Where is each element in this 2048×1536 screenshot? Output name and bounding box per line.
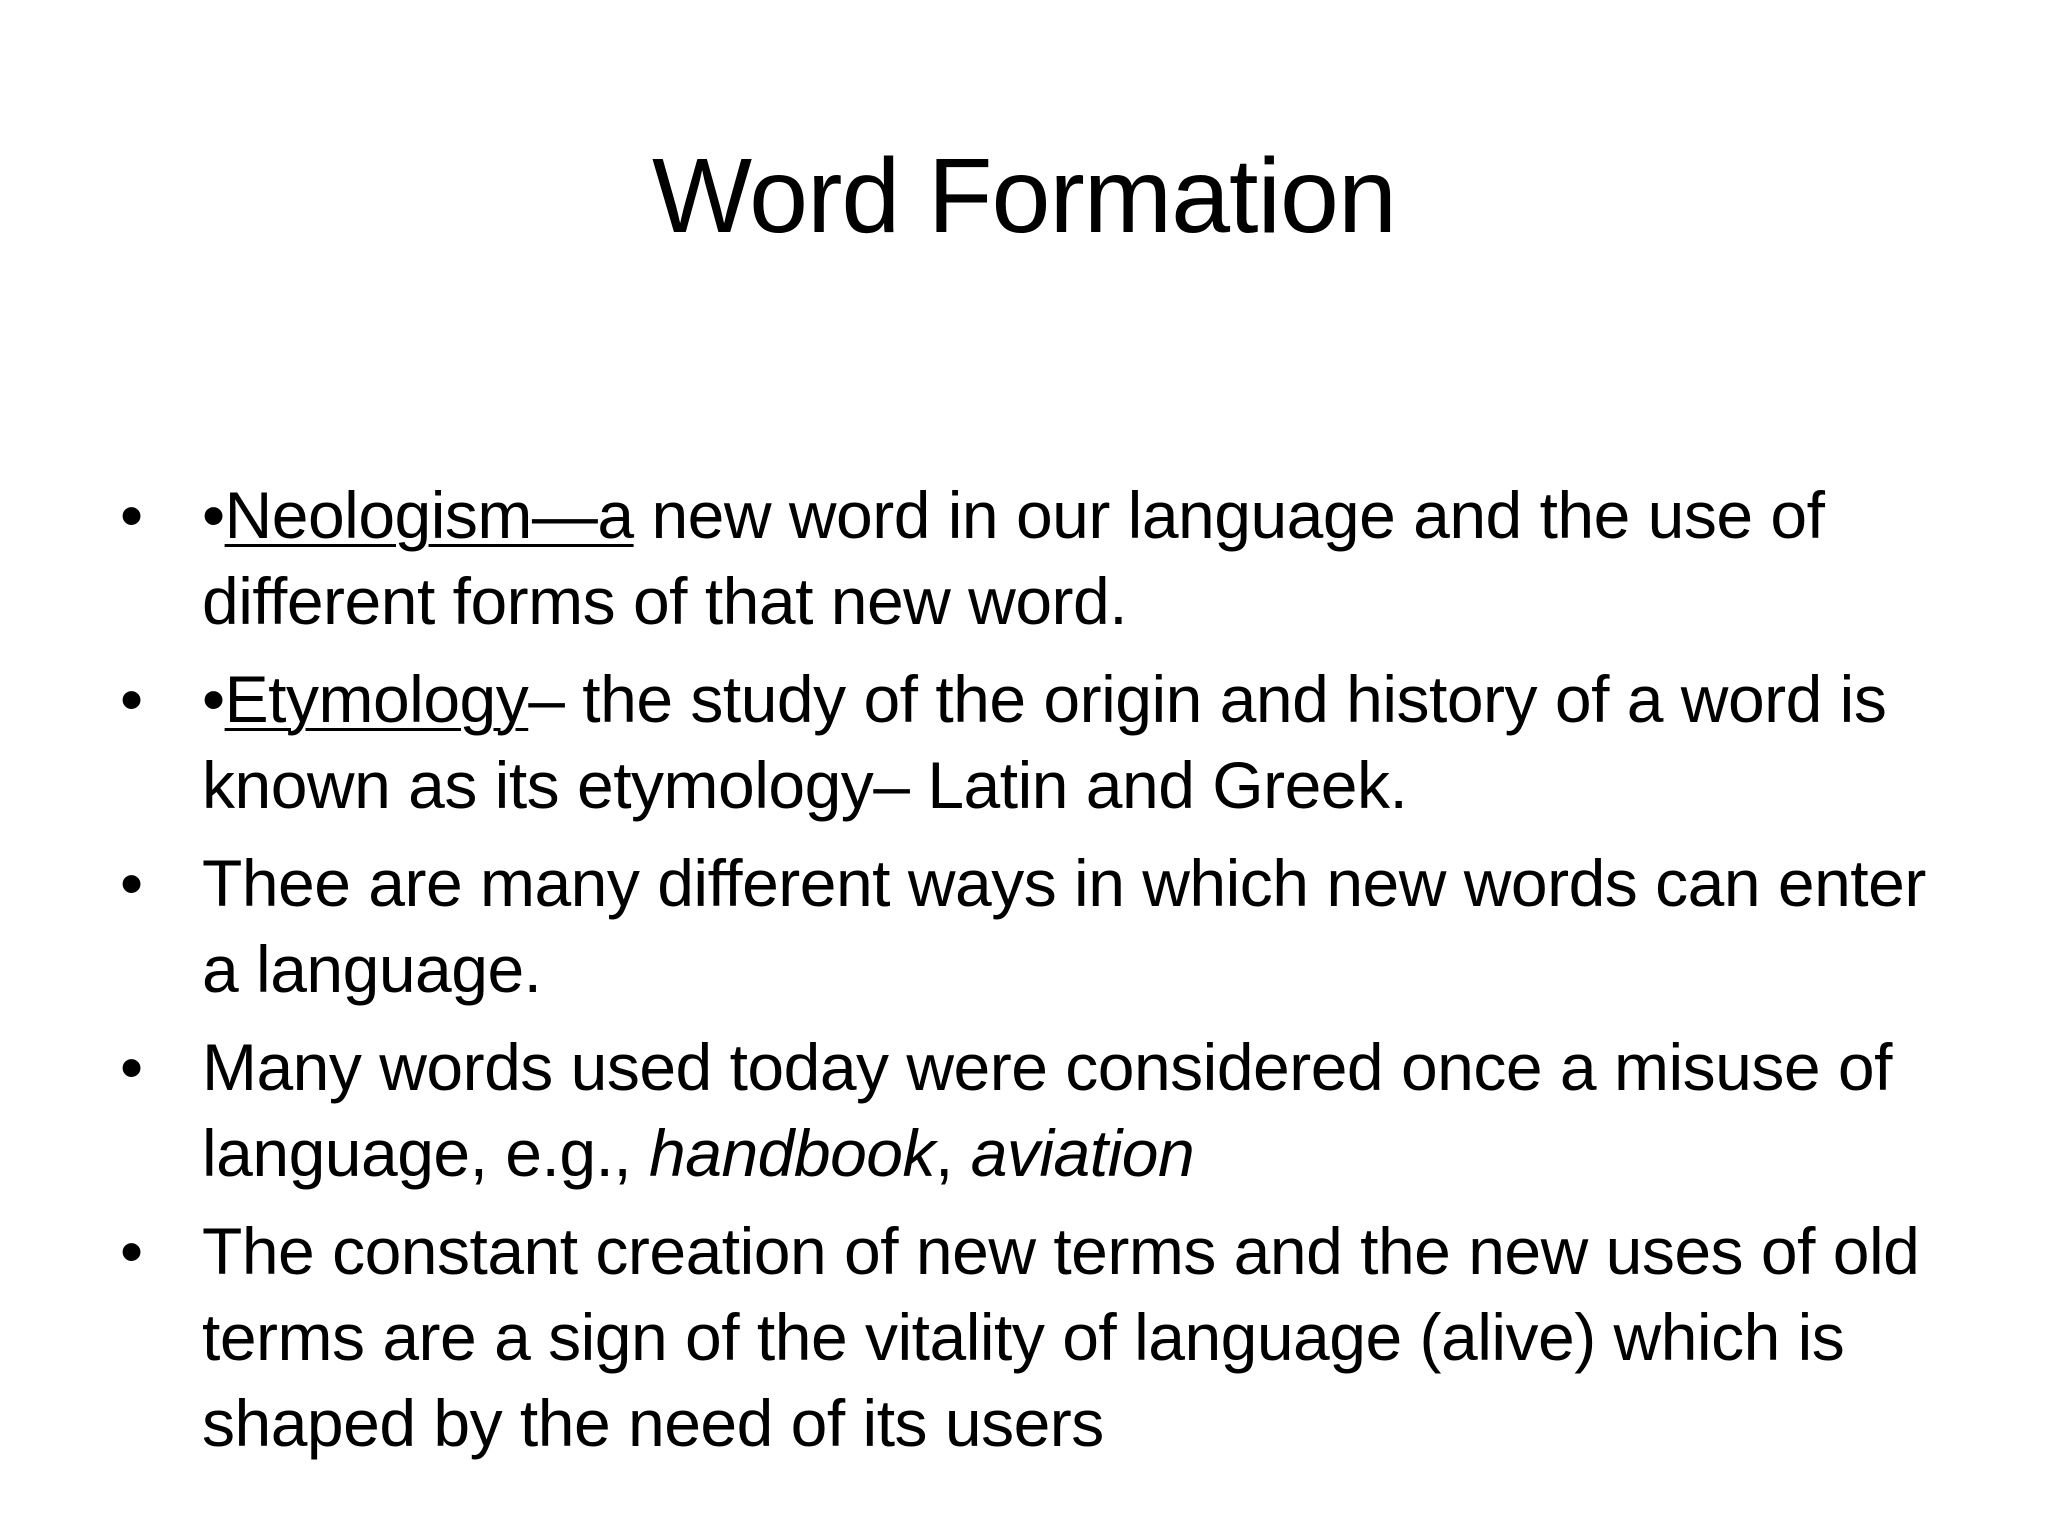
bullet-item-neologism (120, 472, 1960, 644)
bullet-text: – the study of the origin and history of a word is known as its etymology– Latin and Greek. (202, 662, 1887, 822)
bullet-item-misuse (120, 1024, 1960, 1196)
bullet-inline-prefix: • (202, 662, 225, 736)
term-neologism: Neologism—a (224, 478, 634, 552)
term-etymology: Etymology (224, 662, 529, 736)
bullet-text: The constant creation of new terms and the new uses of old terms are a sign of the vitality of language (alive) which is shaped by the need of its users (202, 1214, 1920, 1460)
bullet-text: Thee are many different ways in which new words can enter a language. (202, 846, 1926, 1006)
bullet-dot: • (120, 662, 143, 736)
bullet-item-etymology (120, 656, 1960, 828)
example-handbook: handbook (649, 1116, 935, 1190)
bullet-text: new word in our language and the use of different forms of that new word. (202, 478, 1825, 638)
example-separator: , (935, 1116, 971, 1190)
bullet-inline-prefix: • (202, 478, 225, 552)
bullet-item-vitality (120, 1208, 1960, 1466)
bullet-dot: • (120, 846, 143, 920)
bullet-dot: • (120, 1030, 143, 1104)
bullet-item-ways (120, 840, 1960, 1012)
bullet-dot: • (120, 1214, 143, 1288)
bullet-list (120, 472, 1960, 1478)
slide-title: Word Formation (652, 137, 1396, 256)
bullet-dot: • (120, 478, 143, 552)
example-aviation: aviation (970, 1116, 1195, 1190)
bullet-text: Many words used today were considered once a misuse of language, e.g., (202, 1030, 1892, 1190)
